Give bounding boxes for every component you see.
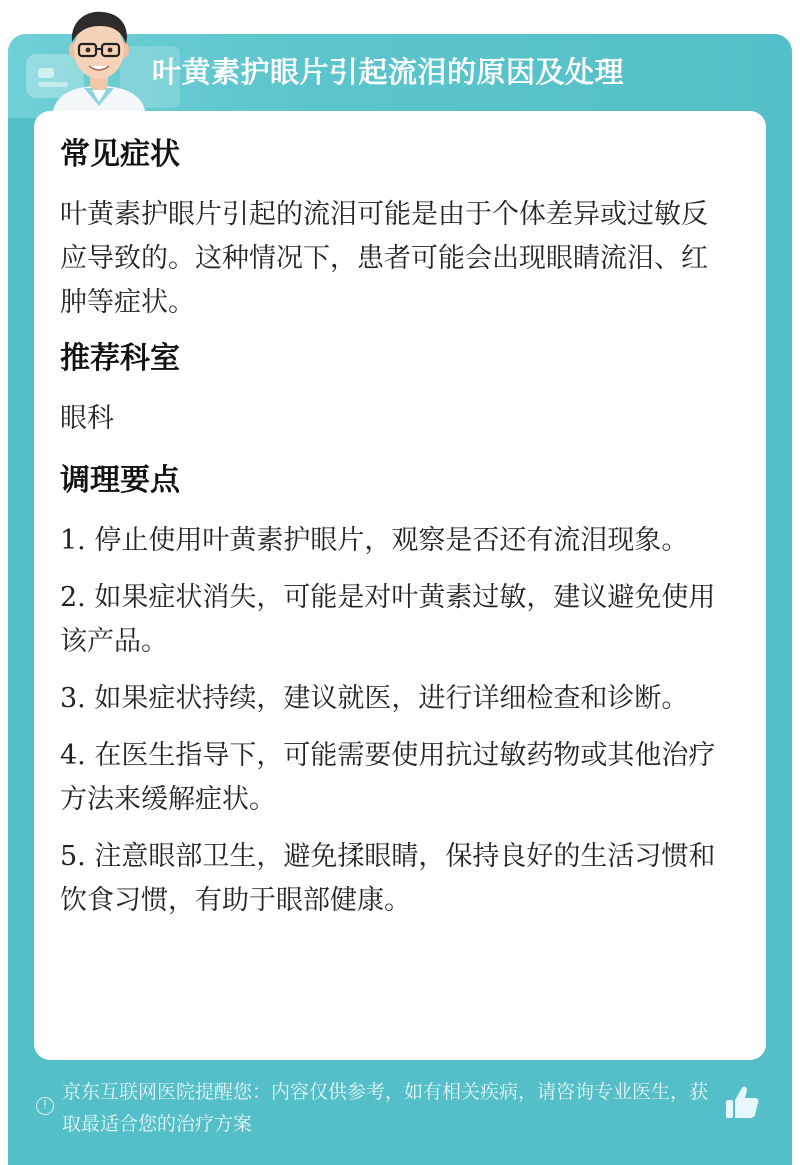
list-item-text: 注意眼部卫生，避免揉眼睛，保持良好的生活习惯和饮食习惯，有助于眼部健康。 bbox=[60, 841, 716, 916]
list-item-text: 停止使用叶黄素护眼片，观察是否还有流泪现象。 bbox=[94, 525, 689, 556]
department-heading: 推荐科室 bbox=[60, 341, 180, 376]
symptoms-text: 叶黄素护眼片引起的流泪可能是由于个体差异或过敏反应导致的。这种情况下，患者可能会出现眼睛流泪、红肿等症状。 bbox=[60, 199, 708, 318]
list-item-number: 5. bbox=[60, 841, 86, 872]
content-card bbox=[34, 111, 766, 1060]
list-item bbox=[60, 835, 726, 923]
list-item-text: 如果症状持续，建议就医，进行详细检查和诊断。 bbox=[94, 683, 689, 714]
list-item bbox=[60, 576, 726, 664]
list-item-number: 2. bbox=[60, 582, 86, 613]
department-text: 眼科 bbox=[60, 403, 114, 434]
list-item-text: 如果症状消失，可能是对叶黄素过敏，建议避免使用该产品。 bbox=[60, 582, 716, 657]
content-body bbox=[60, 133, 726, 936]
care-heading: 调理要点 bbox=[60, 463, 180, 498]
thumbs-up-icon[interactable] bbox=[724, 1082, 760, 1122]
page-title: 叶黄素护眼片引起流泪的原因及处理 bbox=[152, 55, 625, 89]
list-item-number: 1. bbox=[60, 525, 86, 556]
list-item-number: 4. bbox=[60, 740, 86, 771]
symptoms-heading: 常见症状 bbox=[60, 137, 180, 172]
list-item bbox=[60, 734, 726, 822]
doctor-avatar bbox=[44, 6, 154, 116]
info-icon: ! bbox=[36, 1097, 54, 1115]
list-item bbox=[60, 677, 726, 721]
list-item-text: 在医生指导下，可能需要使用抗过敏药物或其他治疗方法来缓解症状。 bbox=[60, 740, 716, 815]
list-item-number: 3. bbox=[60, 683, 86, 714]
footer-disclaimer: 京东互联网医院提醒您：内容仅供参考，如有相关疾病，请咨询专业医生，获取最适合您的治疗方案 bbox=[62, 1081, 709, 1135]
list-item bbox=[60, 519, 726, 563]
